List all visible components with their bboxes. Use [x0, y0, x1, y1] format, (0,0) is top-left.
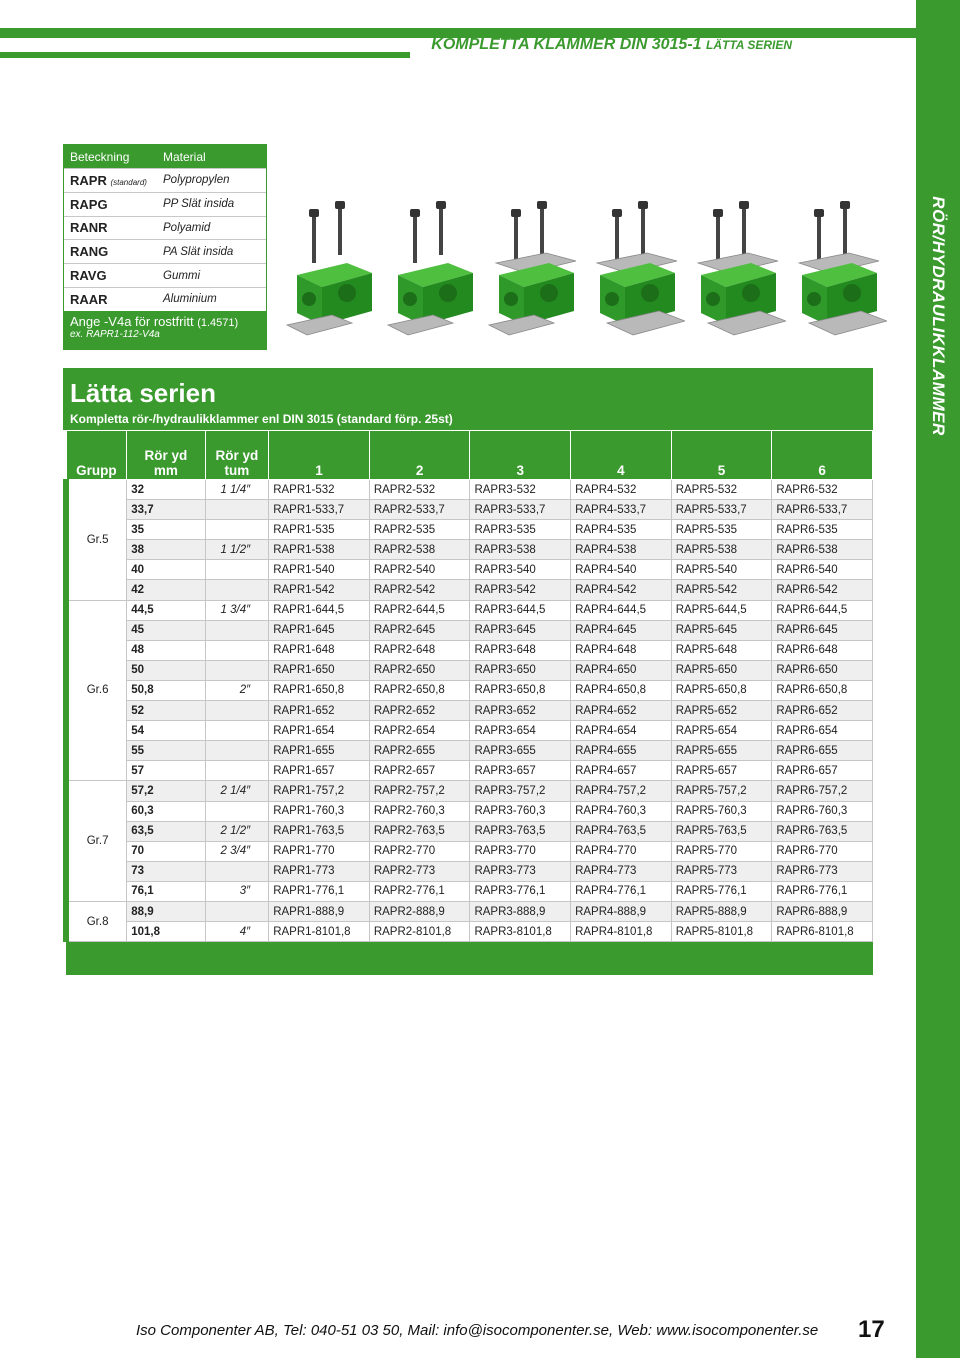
article-code: RAPR3-645 — [470, 620, 571, 640]
article-code: RAPR4-760,3 — [571, 801, 672, 821]
article-code: RAPR6-773 — [772, 861, 873, 881]
tum-header — [205, 431, 269, 480]
pipe-od-mm: 101,8 — [127, 922, 205, 942]
article-code: RAPR4-535 — [571, 520, 672, 540]
pipe-od-inch — [205, 560, 269, 580]
pipe-od-mm: 48 — [127, 640, 205, 660]
table-row — [66, 841, 873, 861]
table-row — [66, 520, 873, 540]
stainless-example: ex. RAPR1-112-V4a — [70, 328, 160, 340]
pipe-od-mm: 70 — [127, 841, 205, 861]
article-code: RAPR4-654 — [571, 721, 672, 741]
article-code: RAPR4-652 — [571, 701, 672, 721]
material-name: Polypropylen — [163, 174, 230, 187]
table-row — [66, 540, 873, 560]
article-code: RAPR6-650 — [772, 660, 873, 680]
article-code: RAPR5-763,5 — [671, 821, 772, 841]
pipe-od-mm: 44,5 — [127, 600, 205, 620]
article-code: RAPR5-650 — [671, 660, 772, 680]
side-section-label: RÖR/HYDRAULIKKLAMMER — [929, 196, 948, 436]
pipe-od-inch — [205, 741, 269, 761]
article-code: RAPR4-538 — [571, 540, 672, 560]
pipe-od-inch: 4″ — [205, 922, 269, 942]
group-cell: Gr.8 — [66, 901, 127, 941]
article-code: RAPR6-8101,8 — [772, 922, 873, 942]
col-5-header: 5 — [671, 431, 772, 480]
clamp-table — [63, 430, 873, 975]
page-title-series: LÄTTA SERIEN — [706, 38, 792, 52]
article-code: RAPR3-763,5 — [470, 821, 571, 841]
article-code: RAPR4-533,7 — [571, 500, 672, 520]
article-code: RAPR5-657 — [671, 761, 772, 781]
pipe-od-inch — [205, 620, 269, 640]
tum-header-line1: Rör yd — [215, 448, 259, 463]
table-row — [66, 881, 873, 901]
pipe-od-inch: 2 3/4″ — [205, 841, 269, 861]
article-code: RAPR4-650,8 — [571, 680, 672, 700]
material-code — [64, 220, 159, 235]
article-code: RAPR1-644,5 — [269, 600, 370, 620]
article-code: RAPR2-654 — [369, 721, 470, 741]
article-code: RAPR1-763,5 — [269, 821, 370, 841]
pipe-od-mm: 50 — [127, 660, 205, 680]
table-row — [66, 620, 873, 640]
pipe-od-mm: 42 — [127, 580, 205, 600]
article-code: RAPR1-535 — [269, 520, 370, 540]
table-row — [66, 660, 873, 680]
pipe-od-inch — [205, 580, 269, 600]
material-code — [64, 268, 159, 283]
article-code: RAPR1-533,7 — [269, 500, 370, 520]
series-title: Lätta serien — [70, 378, 216, 408]
page-title — [431, 36, 792, 54]
header-bar-accent — [0, 52, 410, 58]
article-code: RAPR1-888,9 — [269, 901, 370, 921]
article-code: RAPR4-650 — [571, 660, 672, 680]
article-code: RAPR4-773 — [571, 861, 672, 881]
material-table — [63, 144, 267, 350]
article-code: RAPR2-888,9 — [369, 901, 470, 921]
pipe-od-mm: 88,9 — [127, 901, 205, 921]
pipe-od-mm: 33,7 — [127, 500, 205, 520]
series-banner — [63, 368, 873, 430]
article-code: RAPR2-542 — [369, 580, 470, 600]
material-row — [64, 216, 266, 240]
material-code-note: (standard) — [110, 177, 147, 187]
article-code: RAPR4-655 — [571, 741, 672, 761]
article-code: RAPR6-760,3 — [772, 801, 873, 821]
article-code: RAPR5-654 — [671, 721, 772, 741]
material-header: Material — [163, 149, 206, 164]
article-code: RAPR3-538 — [470, 540, 571, 560]
article-code: RAPR4-542 — [571, 580, 672, 600]
table-row — [66, 821, 873, 841]
pipe-od-mm: 35 — [127, 520, 205, 540]
article-code: RAPR5-532 — [671, 480, 772, 500]
article-code: RAPR5-542 — [671, 580, 772, 600]
article-code: RAPR3-757,2 — [470, 781, 571, 801]
article-code: RAPR6-648 — [772, 640, 873, 660]
article-code: RAPR1-776,1 — [269, 881, 370, 901]
table-body — [66, 480, 873, 942]
article-code: RAPR1-650 — [269, 660, 370, 680]
article-code: RAPR1-532 — [269, 480, 370, 500]
material-code-text: RAVG — [70, 268, 107, 284]
table-row — [66, 680, 873, 700]
article-code: RAPR3-533,7 — [470, 500, 571, 520]
page-title-main: KOMPLETTA KLAMMER DIN 3015-1 — [431, 36, 702, 53]
article-code: RAPR6-645 — [772, 620, 873, 640]
article-code: RAPR2-650 — [369, 660, 470, 680]
material-code — [64, 244, 159, 259]
pipe-od-inch — [205, 701, 269, 721]
article-code: RAPR3-8101,8 — [470, 922, 571, 942]
pipe-od-inch — [205, 761, 269, 781]
material-code — [64, 197, 159, 212]
material-table-footer — [64, 311, 266, 349]
group-cell: Gr.5 — [66, 480, 127, 601]
article-code: RAPR2-538 — [369, 540, 470, 560]
col-6-header: 6 — [772, 431, 873, 480]
article-code: RAPR5-535 — [671, 520, 772, 540]
article-code: RAPR5-645 — [671, 620, 772, 640]
material-name: Aluminium — [163, 293, 217, 306]
article-code: RAPR6-770 — [772, 841, 873, 861]
pipe-od-inch — [205, 640, 269, 660]
article-code: RAPR6-650,8 — [772, 680, 873, 700]
pipe-od-inch: 2″ — [205, 680, 269, 700]
article-code: RAPR5-776,1 — [671, 881, 772, 901]
article-code: RAPR5-773 — [671, 861, 772, 881]
pipe-od-mm: 50,8 — [127, 680, 205, 700]
article-code: RAPR5-757,2 — [671, 781, 772, 801]
article-code: RAPR5-540 — [671, 560, 772, 580]
article-code: RAPR5-888,9 — [671, 901, 772, 921]
article-code: RAPR3-648 — [470, 640, 571, 660]
article-code: RAPR3-770 — [470, 841, 571, 861]
material-name: PA Slät insida — [163, 245, 234, 258]
pipe-od-mm: 73 — [127, 861, 205, 881]
pipe-od-inch — [205, 861, 269, 881]
article-code: RAPR6-757,2 — [772, 781, 873, 801]
table-row — [66, 500, 873, 520]
table-row — [66, 741, 873, 761]
tum-header-line2: tum — [224, 463, 250, 478]
pipe-od-inch: 1 1/2″ — [205, 540, 269, 560]
article-code: RAPR5-533,7 — [671, 500, 772, 520]
pipe-od-mm: 45 — [127, 620, 205, 640]
pipe-od-mm: 52 — [127, 701, 205, 721]
clamp-type-2-icon — [383, 195, 483, 365]
stainless-note: Ange -V4a för rostfritt — [70, 313, 194, 329]
article-code: RAPR3-657 — [470, 761, 571, 781]
pipe-od-inch — [205, 721, 269, 741]
table-row — [66, 480, 873, 500]
col-2-header: 2 — [369, 431, 470, 480]
pipe-od-mm: 57,2 — [127, 781, 205, 801]
pipe-od-inch — [205, 500, 269, 520]
table-footer-row — [66, 942, 873, 975]
material-name: PP Slät insida — [163, 198, 235, 211]
article-code: RAPR6-532 — [772, 480, 873, 500]
article-code: RAPR6-540 — [772, 560, 873, 580]
article-code: RAPR5-8101,8 — [671, 922, 772, 942]
material-table-header — [64, 145, 266, 168]
product-images — [282, 195, 872, 370]
article-code: RAPR6-776,1 — [772, 881, 873, 901]
material-row — [64, 287, 266, 311]
pipe-od-inch — [205, 901, 269, 921]
article-code: RAPR6-763,5 — [772, 821, 873, 841]
article-code: RAPR3-535 — [470, 520, 571, 540]
article-code: RAPR6-654 — [772, 721, 873, 741]
article-code: RAPR3-532 — [470, 480, 571, 500]
material-row — [64, 239, 266, 263]
article-code: RAPR1-540 — [269, 560, 370, 580]
clamp-type-3-icon — [484, 195, 584, 365]
article-code: RAPR6-644,5 — [772, 600, 873, 620]
article-code: RAPR1-770 — [269, 841, 370, 861]
pipe-od-inch: 2 1/4″ — [205, 781, 269, 801]
table-header-row — [66, 431, 873, 480]
article-code: RAPR1-757,2 — [269, 781, 370, 801]
article-code: RAPR3-540 — [470, 560, 571, 580]
article-code: RAPR3-542 — [470, 580, 571, 600]
article-code: RAPR6-888,9 — [772, 901, 873, 921]
table-row — [66, 600, 873, 620]
article-code: RAPR4-648 — [571, 640, 672, 660]
article-code: RAPR3-776,1 — [470, 881, 571, 901]
article-code: RAPR2-650,8 — [369, 680, 470, 700]
material-code-text: RAPR — [70, 172, 107, 188]
article-code: RAPR4-770 — [571, 841, 672, 861]
pipe-od-mm: 32 — [127, 480, 205, 500]
group-cell: Gr.7 — [66, 781, 127, 902]
article-code: RAPR1-538 — [269, 540, 370, 560]
article-code: RAPR2-540 — [369, 560, 470, 580]
article-code: RAPR4-763,5 — [571, 821, 672, 841]
pipe-od-mm: 40 — [127, 560, 205, 580]
article-code: RAPR3-760,3 — [470, 801, 571, 821]
article-code: RAPR1-773 — [269, 861, 370, 881]
article-code: RAPR1-652 — [269, 701, 370, 721]
clamp-type-5-icon — [686, 195, 786, 365]
pipe-od-inch: 1 3/4″ — [205, 600, 269, 620]
material-row — [64, 192, 266, 216]
pipe-od-inch: 1 1/4″ — [205, 480, 269, 500]
table-row — [66, 801, 873, 821]
pipe-od-mm: 38 — [127, 540, 205, 560]
table-row — [66, 861, 873, 881]
designation-header: Beteckning — [70, 149, 130, 164]
article-code: RAPR5-648 — [671, 640, 772, 660]
article-code: RAPR5-538 — [671, 540, 772, 560]
mm-header-line2: mm — [153, 463, 178, 478]
article-code: RAPR4-8101,8 — [571, 922, 672, 942]
material-code — [64, 292, 159, 307]
article-code: RAPR2-776,1 — [369, 881, 470, 901]
table-row — [66, 922, 873, 942]
article-code: RAPR2-770 — [369, 841, 470, 861]
material-row — [64, 168, 266, 192]
table-row — [66, 580, 873, 600]
table-row — [66, 560, 873, 580]
table-row — [66, 721, 873, 741]
article-code: RAPR4-888,9 — [571, 901, 672, 921]
article-code: RAPR4-776,1 — [571, 881, 672, 901]
article-code: RAPR1-648 — [269, 640, 370, 660]
material-name: Polyamid — [163, 221, 211, 234]
col-1-header: 1 — [269, 431, 370, 480]
article-code: RAPR1-645 — [269, 620, 370, 640]
table-row — [66, 640, 873, 660]
pipe-od-mm: 57 — [127, 761, 205, 781]
article-code: RAPR3-644,5 — [470, 600, 571, 620]
article-code: RAPR4-657 — [571, 761, 672, 781]
group-cell: Gr.6 — [66, 600, 127, 781]
table-row — [66, 781, 873, 801]
series-subtitle: Kompletta rör-/hydraulikklammer enl DIN 3015 (standard förp. 25st) — [70, 412, 453, 426]
pipe-od-mm: 54 — [127, 721, 205, 741]
stainless-grade: (1.4571) — [197, 316, 239, 329]
article-code: RAPR6-538 — [772, 540, 873, 560]
clamp-type-6-icon — [787, 195, 887, 365]
clamp-type-4-icon — [585, 195, 685, 365]
article-code: RAPR5-650,8 — [671, 680, 772, 700]
article-code: RAPR3-654 — [470, 721, 571, 741]
col-4-header: 4 — [571, 431, 672, 480]
pipe-od-mm: 60,3 — [127, 801, 205, 821]
article-code: RAPR6-657 — [772, 761, 873, 781]
article-code: RAPR4-757,2 — [571, 781, 672, 801]
article-code: RAPR3-888,9 — [470, 901, 571, 921]
article-code: RAPR2-533,7 — [369, 500, 470, 520]
article-code: RAPR1-760,3 — [269, 801, 370, 821]
article-code: RAPR2-657 — [369, 761, 470, 781]
pipe-od-inch — [205, 801, 269, 821]
article-code: RAPR5-652 — [671, 701, 772, 721]
article-code: RAPR2-757,2 — [369, 781, 470, 801]
article-code: RAPR5-770 — [671, 841, 772, 861]
article-code: RAPR2-760,3 — [369, 801, 470, 821]
article-code: RAPR3-650 — [470, 660, 571, 680]
article-code: RAPR1-8101,8 — [269, 922, 370, 942]
article-code: RAPR4-540 — [571, 560, 672, 580]
article-code: RAPR2-655 — [369, 741, 470, 761]
article-code: RAPR2-644,5 — [369, 600, 470, 620]
article-code: RAPR5-644,5 — [671, 600, 772, 620]
footer-contact: Iso Componenter AB, Tel: 040-51 03 50, Mail: info@isocomponenter.se, Web: www.isocomponenter.se — [136, 1322, 819, 1339]
article-code: RAPR6-655 — [772, 741, 873, 761]
table-row — [66, 761, 873, 781]
pipe-od-inch — [205, 520, 269, 540]
group-header: Grupp — [66, 431, 127, 480]
article-code: RAPR4-645 — [571, 620, 672, 640]
material-code-text: RANR — [70, 220, 108, 236]
article-code: RAPR2-763,5 — [369, 821, 470, 841]
material-code-text: RAAR — [70, 291, 108, 307]
pipe-od-mm: 76,1 — [127, 881, 205, 901]
article-code: RAPR5-655 — [671, 741, 772, 761]
clamp-type-1-icon — [282, 195, 382, 365]
article-code: RAPR1-655 — [269, 741, 370, 761]
col-3-header: 3 — [470, 431, 571, 480]
article-code: RAPR3-655 — [470, 741, 571, 761]
material-code-text: RANG — [70, 244, 109, 260]
article-code: RAPR1-654 — [269, 721, 370, 741]
pipe-od-mm: 63,5 — [127, 821, 205, 841]
article-code: RAPR3-773 — [470, 861, 571, 881]
page-number: 17 — [858, 1316, 885, 1343]
article-code: RAPR2-648 — [369, 640, 470, 660]
article-code: RAPR1-657 — [269, 761, 370, 781]
material-rows — [64, 168, 266, 311]
pipe-od-mm: 55 — [127, 741, 205, 761]
mm-header — [127, 431, 205, 480]
table-row — [66, 701, 873, 721]
article-code: RAPR2-645 — [369, 620, 470, 640]
article-code: RAPR2-535 — [369, 520, 470, 540]
mm-header-line1: Rör yd — [144, 448, 188, 463]
pipe-od-inch: 2 1/2″ — [205, 821, 269, 841]
article-code: RAPR4-532 — [571, 480, 672, 500]
pipe-od-inch: 3″ — [205, 881, 269, 901]
article-code: RAPR6-542 — [772, 580, 873, 600]
article-code: RAPR2-532 — [369, 480, 470, 500]
article-code: RAPR6-535 — [772, 520, 873, 540]
material-name: Gummi — [163, 269, 201, 282]
article-code: RAPR3-650,8 — [470, 680, 571, 700]
article-code: RAPR2-8101,8 — [369, 922, 470, 942]
article-code: RAPR6-533,7 — [772, 500, 873, 520]
article-code: RAPR3-652 — [470, 701, 571, 721]
article-code: RAPR2-652 — [369, 701, 470, 721]
article-code: RAPR4-644,5 — [571, 600, 672, 620]
material-code — [64, 173, 159, 188]
article-code: RAPR1-650,8 — [269, 680, 370, 700]
table-row — [66, 901, 873, 921]
pipe-od-inch — [205, 660, 269, 680]
article-code: RAPR1-542 — [269, 580, 370, 600]
article-code: RAPR2-773 — [369, 861, 470, 881]
article-code: RAPR5-760,3 — [671, 801, 772, 821]
material-row — [64, 263, 266, 287]
material-code-text: RAPG — [70, 196, 108, 212]
article-code: RAPR6-652 — [772, 701, 873, 721]
